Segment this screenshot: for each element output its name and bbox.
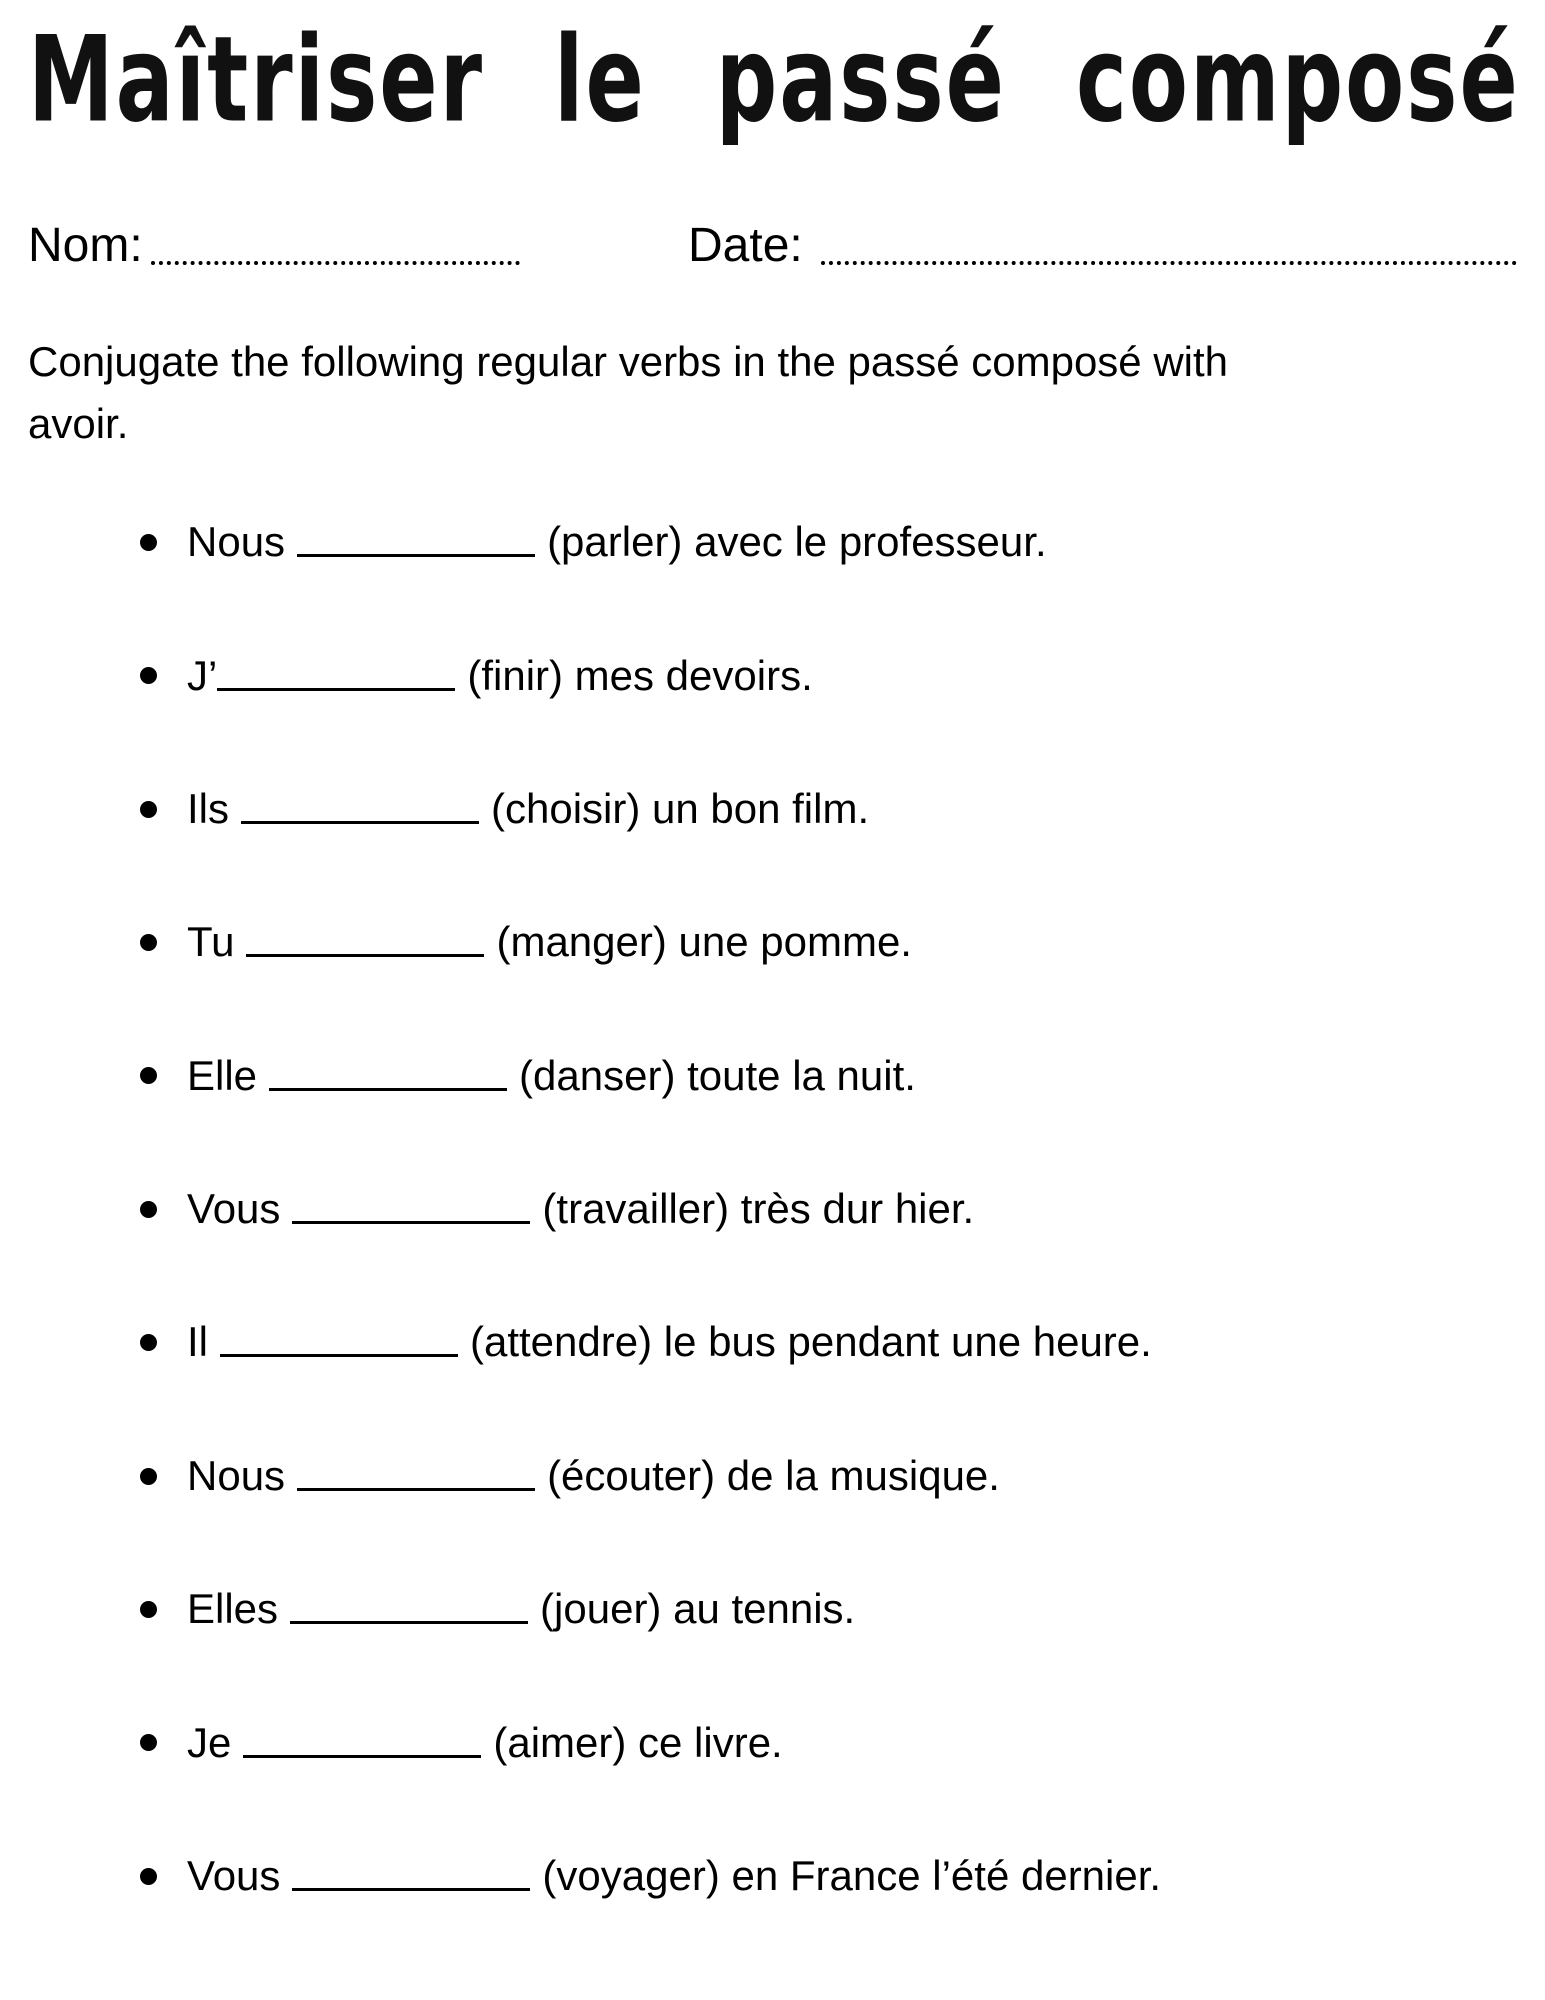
- subject-text: Vous: [187, 1852, 281, 1900]
- name-label: Nom:: [28, 219, 143, 272]
- verb-phrase-text: (choisir) un bon film.: [491, 784, 870, 832]
- exercise-item: [140, 1718, 1517, 1768]
- exercise-item-text: [187, 1051, 916, 1101]
- verb-phrase-text: (manger) une pomme.: [496, 918, 912, 966]
- exercise-item: [140, 1184, 1517, 1234]
- subject-text: Je: [187, 1718, 232, 1766]
- date-field-group: [688, 220, 1517, 273]
- answer-blank: [217, 688, 455, 691]
- exercise-item-text: [187, 917, 912, 967]
- exercise-item-text: [187, 1718, 783, 1768]
- subject-text: Elle: [187, 1051, 258, 1099]
- answer-blank: [297, 554, 535, 557]
- name-fill-line: [151, 255, 520, 265]
- answer-blank: [246, 954, 484, 957]
- exercise-item: [140, 1317, 1517, 1367]
- bullet-icon: [140, 1201, 157, 1218]
- answer-blank: [241, 821, 479, 824]
- bullet-icon: [140, 1067, 157, 1084]
- verb-phrase-text: (jouer) au tennis.: [540, 1585, 856, 1633]
- bullet-icon: [140, 1468, 157, 1485]
- exercise-item: [140, 1584, 1517, 1634]
- bullet-icon: [140, 1601, 157, 1618]
- bullet-icon: [140, 1868, 157, 1885]
- verb-phrase-text: (voyager) en France l’été dernier.: [542, 1852, 1162, 1900]
- exercise-item-text: [187, 1451, 1000, 1501]
- exercise-item-text: [187, 784, 869, 834]
- page-title: Maîtriser le passé composé: [28, 11, 1520, 150]
- bullet-icon: [140, 1734, 157, 1751]
- name-date-row: [28, 220, 1517, 273]
- subject-text: J’: [187, 651, 218, 699]
- exercise-item-text: [187, 1184, 974, 1234]
- subject-text: Il: [187, 1318, 208, 1366]
- bullet-icon: [140, 534, 157, 551]
- answer-blank: [243, 1755, 481, 1758]
- date-label: Date:: [688, 219, 803, 272]
- verb-phrase-text: (attendre) le bus pendant une heure.: [470, 1318, 1152, 1366]
- subject-text: Ils: [187, 784, 229, 832]
- exercise-item-text: [187, 1584, 855, 1634]
- answer-blank: [297, 1488, 535, 1491]
- exercise-item-text: [187, 1851, 1161, 1901]
- verb-phrase-text: (finir) mes devoirs.: [467, 651, 813, 699]
- subject-text: Nous: [187, 1451, 286, 1499]
- exercise-item: [140, 917, 1517, 967]
- exercise-item: [140, 1451, 1517, 1501]
- bullet-icon: [140, 667, 157, 684]
- verb-phrase-text: (écouter) de la musique.: [547, 1451, 1000, 1499]
- verb-phrase-text: (travailler) très dur hier.: [542, 1185, 975, 1233]
- bullet-icon: [140, 1334, 157, 1351]
- exercise-item: [140, 1851, 1517, 1901]
- exercise-item: [140, 517, 1517, 567]
- verb-phrase-text: (danser) toute la nuit.: [519, 1051, 916, 1099]
- exercise-item-text: [187, 1317, 1152, 1367]
- answer-blank: [292, 1888, 530, 1891]
- date-fill-line: [821, 255, 1517, 265]
- subject-text: Vous: [187, 1185, 281, 1233]
- bullet-icon: [140, 801, 157, 818]
- exercise-item-text: [187, 651, 813, 701]
- answer-blank: [220, 1354, 458, 1357]
- verb-phrase-text: (aimer) ce livre.: [493, 1718, 783, 1766]
- subject-text: Nous: [187, 518, 286, 566]
- exercise-item: [140, 1051, 1517, 1101]
- exercise-item-text: [187, 517, 1047, 567]
- answer-blank: [290, 1621, 528, 1624]
- subject-text: Tu: [187, 918, 235, 966]
- answer-blank: [292, 1221, 530, 1224]
- name-field-group: [28, 220, 520, 273]
- answer-blank: [269, 1088, 507, 1091]
- exercise-item: [140, 651, 1517, 701]
- exercise-item: [140, 784, 1517, 834]
- instructions-text: Conjugate the following regular verbs in the passé composé with avoir.: [28, 337, 1229, 447]
- verb-phrase-text: (parler) avec le professeur.: [547, 518, 1047, 566]
- subject-text: Elles: [187, 1585, 279, 1633]
- bullet-icon: [140, 934, 157, 951]
- exercise-list: [28, 517, 1517, 1901]
